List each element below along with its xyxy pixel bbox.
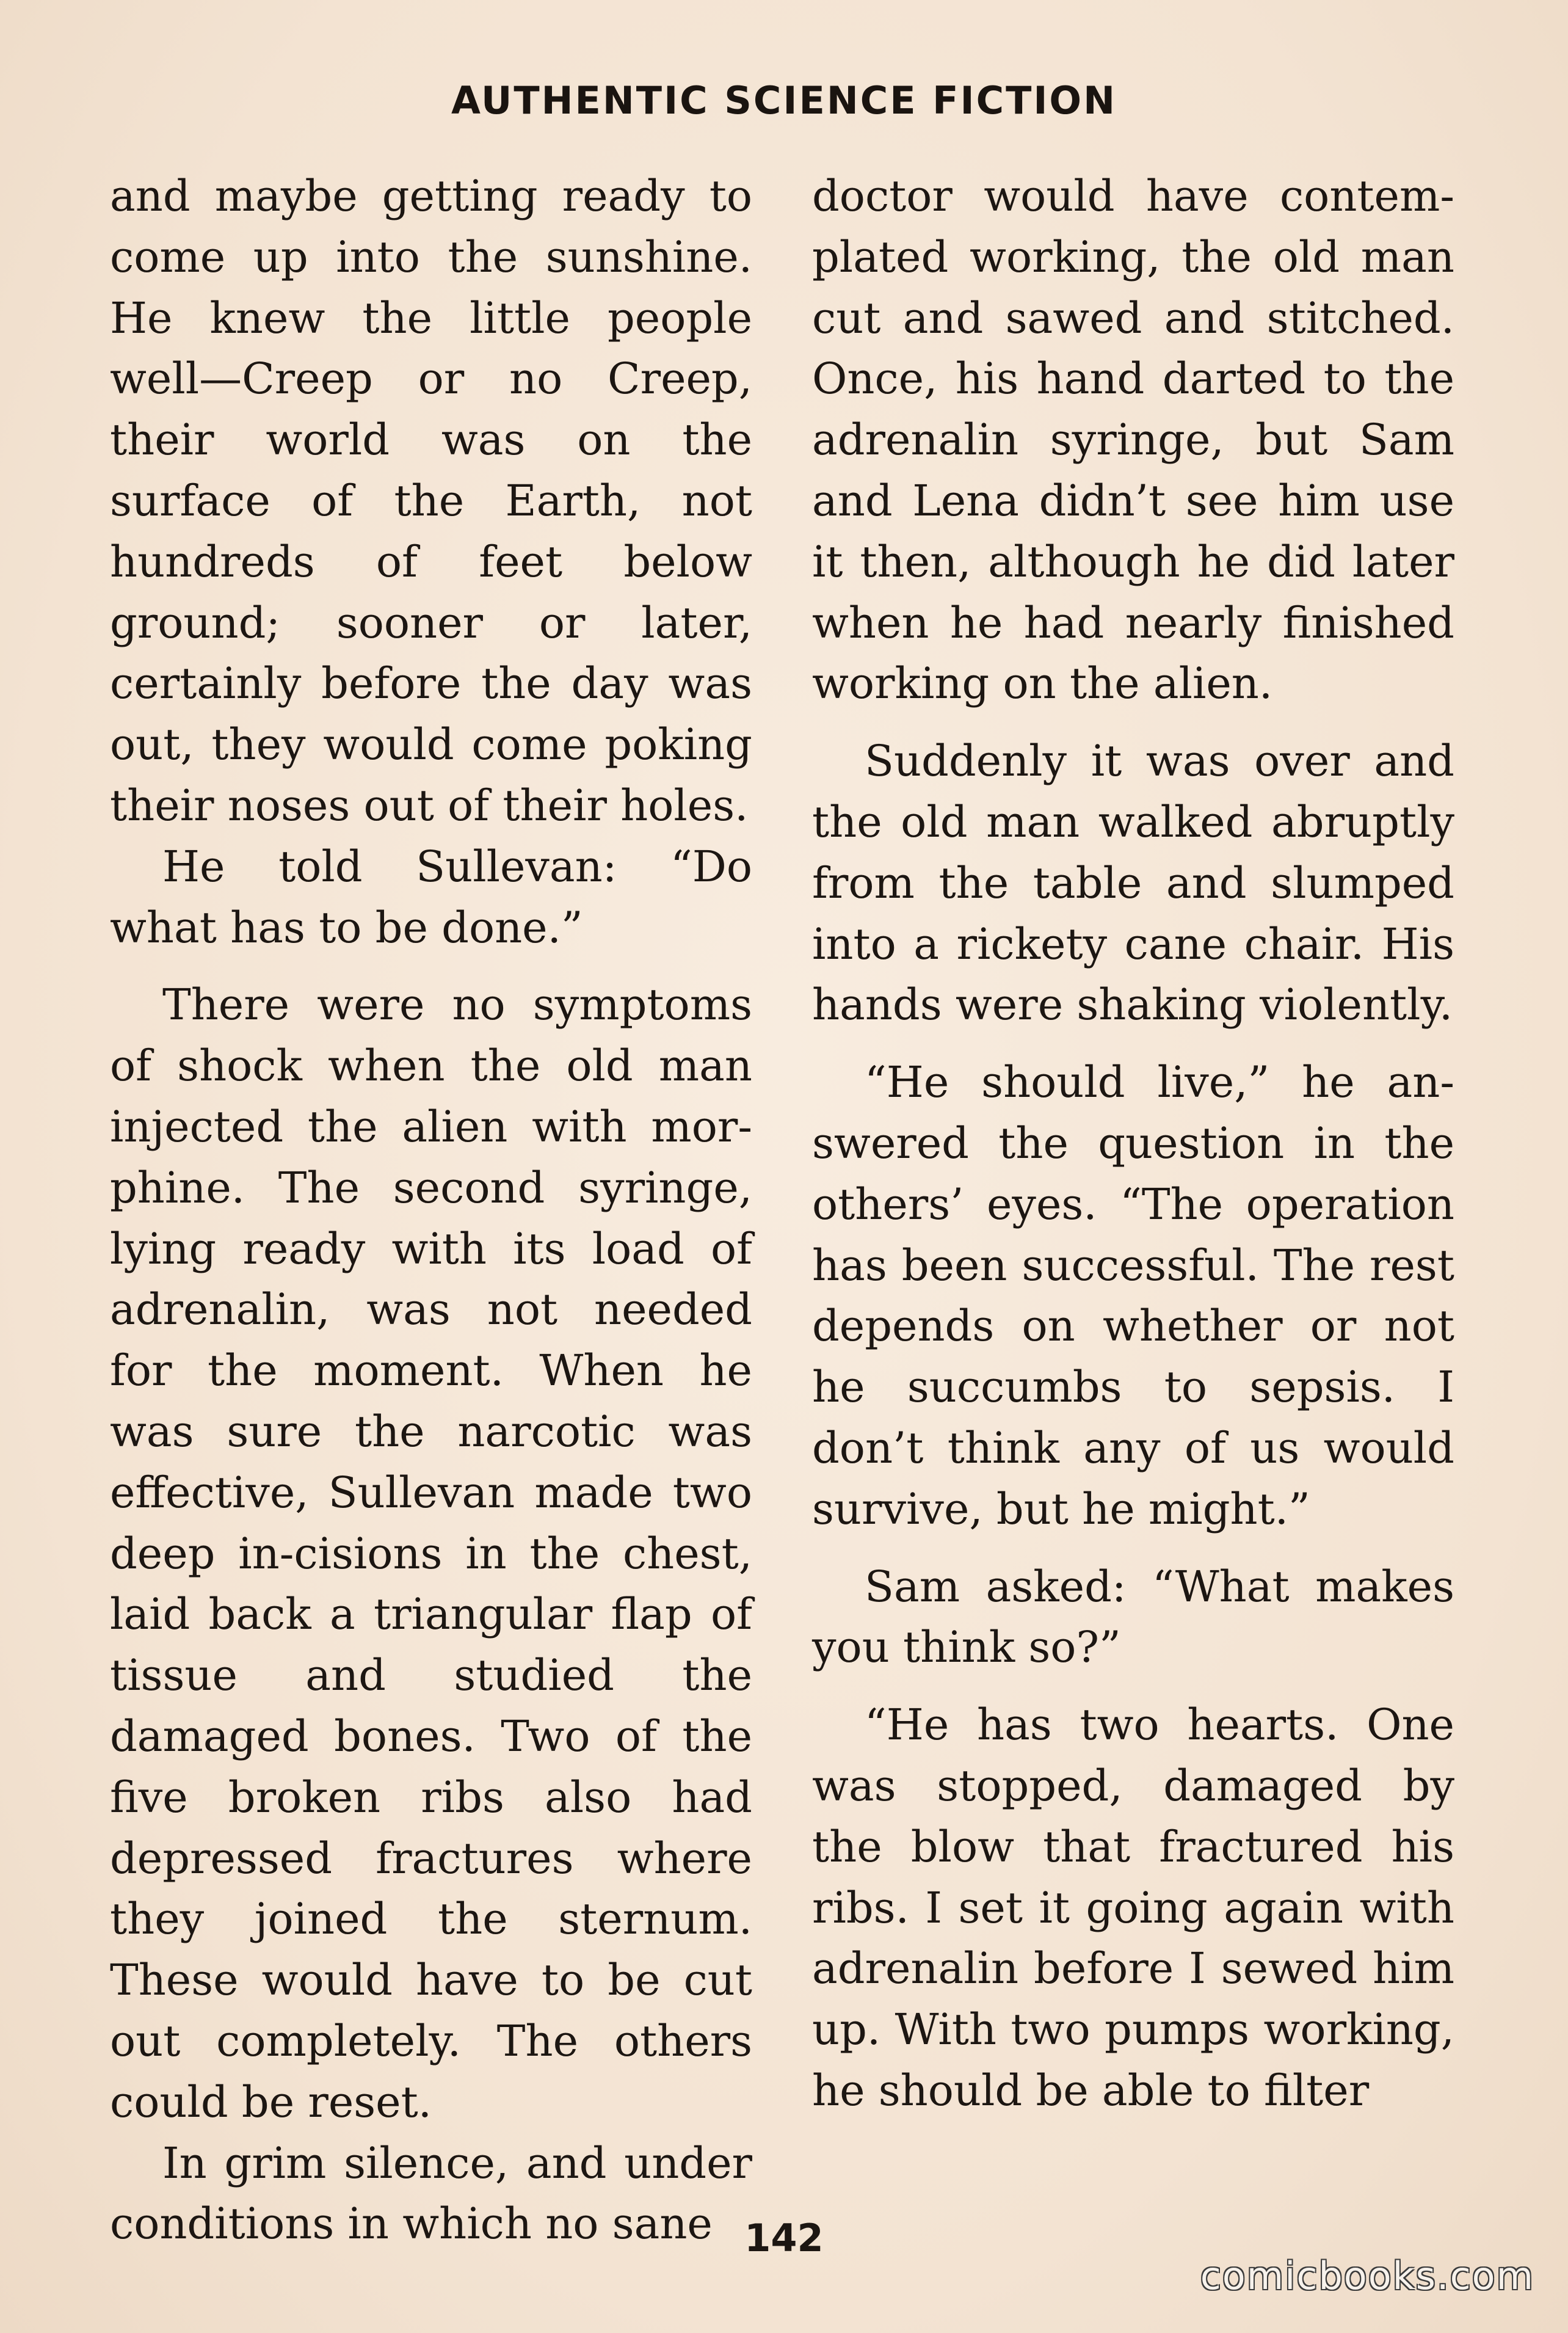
watermark: comicbooks.com <box>1200 2254 1534 2298</box>
text-line: cisions in the chest, laid back <box>110 1528 752 1640</box>
text-line: conditions in which no sane <box>110 2199 713 2249</box>
running-head: AUTHENTIC SCIENCE FICTION <box>451 78 1117 123</box>
text-line: later, certainly before the <box>110 597 752 709</box>
paragraph <box>110 166 752 837</box>
text-line: blow that fractured his ribs. <box>812 1821 1454 1933</box>
paragraph <box>110 837 752 959</box>
text-line: of their holes. <box>448 780 749 831</box>
text-line: adrenalin syringe, but Sam <box>812 415 1454 465</box>
text-line: depends on whether or not he <box>812 1301 1454 1413</box>
text-line: succumbs to sepsis. I don’t <box>812 1362 1454 1473</box>
text-line: These would have to be cut <box>110 1955 752 2006</box>
text-line: has to be done.” <box>230 902 583 953</box>
paragraph <box>812 1695 1454 2122</box>
paragraph <box>110 975 752 2133</box>
text-line: he should be able to filter <box>812 2065 1370 2116</box>
text-line: also had depressed fractures <box>110 1772 752 1884</box>
right-column <box>812 166 1454 2122</box>
text-line: a triangular flap of tissue and <box>110 1589 752 1701</box>
text-line: was stopped, damaged by the <box>812 1760 1454 1872</box>
text-line: where they joined the sternum. <box>110 1833 752 1945</box>
text-line: finished working on the alien. <box>812 597 1454 709</box>
text-line: up. With two pumps working, <box>812 2004 1454 2055</box>
text-line: Once, his hand darted to the <box>812 354 1454 404</box>
text-line: Suddenly it was over and <box>865 736 1454 787</box>
text-line: plated working, the old man <box>812 231 1454 282</box>
text-line: out completely. The others <box>110 2015 752 2066</box>
text-line: “He has two hearts. One <box>865 1700 1454 1750</box>
text-line: feet below ground; sooner or <box>110 536 753 648</box>
text-line: sure the narcotic was effective, <box>110 1406 752 1518</box>
text-line: well—Creep or no Creep, <box>110 354 752 404</box>
text-line: of shock when the old man <box>110 1041 752 1091</box>
text-line: and Lena didn’t see him use <box>812 475 1454 526</box>
text-line: Sam asked: “What makes <box>865 1561 1454 1612</box>
left-column <box>110 166 752 2255</box>
text-line: Two of the five broken ribs <box>110 1711 752 1822</box>
text-line: cut and sawed and stitched. <box>812 293 1454 343</box>
text-line: studied the damaged bones. <box>110 1650 752 1761</box>
text-line: There were no symptoms <box>162 980 752 1030</box>
text-line: come up into the sunshine. <box>110 231 752 282</box>
text-line: you think so?” <box>812 1622 1121 1673</box>
text-line: into a rickety cane chair. <box>812 919 1365 969</box>
text-line: and maybe getting ready to <box>110 171 752 221</box>
text-line: it then, although he did <box>812 536 1335 587</box>
text-line: come poking their noses out <box>110 719 752 831</box>
page-number: 142 <box>744 2216 824 2260</box>
text-line: of the Earth, not hundreds of <box>110 475 752 587</box>
text-line: think any of us would survive, <box>812 1422 1454 1534</box>
paragraph <box>812 1052 1454 1540</box>
text-line: others’ eyes. “The operation <box>812 1179 1454 1229</box>
text-line: phine. The second syringe, <box>110 1162 752 1213</box>
text-line: adrenalin, was not needed for <box>110 1284 752 1396</box>
text-line: “He should live,” he an- <box>865 1057 1454 1108</box>
text-line: the old man walked abruptly <box>812 796 1454 847</box>
text-line: Sullevan made two deep in- <box>110 1467 752 1579</box>
text-line: has been successful. The rest <box>812 1240 1454 1290</box>
text-line: from the table and slumped <box>812 857 1454 908</box>
paragraph <box>812 731 1454 1036</box>
text-line: day was out, they would <box>110 658 752 770</box>
text-line: adrenalin before I sewed him <box>812 1943 1454 1994</box>
text-line: lying ready with its load of <box>110 1223 752 1274</box>
text-line: I set it going again with <box>925 1882 1454 1933</box>
text-line: He told Sullevan: “Do what <box>110 841 752 953</box>
paragraph <box>812 1557 1454 1679</box>
text-line: violently. <box>1260 980 1453 1030</box>
text-line: the moment. When he was <box>110 1345 752 1457</box>
text-line: their world was on the surface <box>110 415 752 526</box>
text-line: swered the question in the <box>812 1118 1454 1168</box>
text-line: later when he had nearly <box>812 536 1454 648</box>
text-line: could be reset. <box>110 2076 432 2127</box>
text-line: His hands were shaking <box>812 919 1454 1030</box>
text-line: In grim silence, and under <box>162 2138 752 2188</box>
paragraph <box>812 166 1454 715</box>
text-line: but he might.” <box>996 1483 1310 1534</box>
text-line: injected the alien with mor- <box>110 1101 752 1152</box>
text-line: doctor would have contem- <box>812 171 1454 221</box>
text-line: He knew the little people <box>110 293 752 343</box>
